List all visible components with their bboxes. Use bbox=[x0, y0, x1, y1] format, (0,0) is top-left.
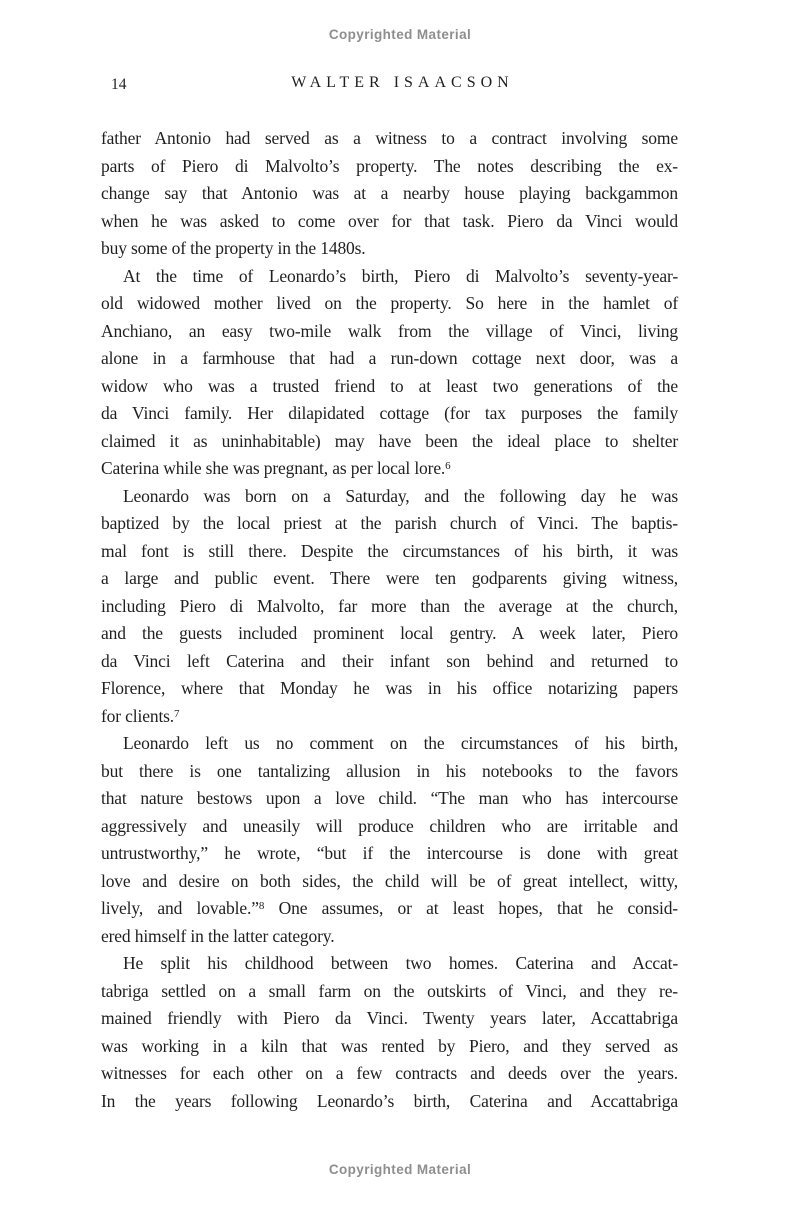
text-line: tabriga settled on a small farm on the outskirts of Vinci, and they re- bbox=[101, 980, 678, 1001]
text-line: Caterina while she was pregnant, as per local lore.$^6$ bbox=[101, 458, 451, 478]
paragraph bbox=[101, 125, 678, 263]
text-line: mained friendly with Piero da Vinci. Twenty years later, Accattabriga bbox=[101, 1008, 678, 1028]
copyright-notice-bottom: Copyrighted Material bbox=[328, 1162, 472, 1177]
text-line: Anchiano, an easy two-mile walk from the village of Vinci, living bbox=[101, 320, 678, 341]
text-line: but there is one tantalizing allusion in his notebooks to the favors bbox=[101, 760, 678, 781]
paragraph bbox=[101, 730, 678, 950]
text-line: da Vinci left Caterina and their infant son behind and returned to bbox=[101, 650, 678, 671]
page-number: 14 bbox=[111, 76, 127, 93]
text-line: Leonardo was born on a Saturday, and the following day he was bbox=[123, 485, 678, 506]
text-line: alone in a farmhouse that had a run-down cottage next door, was a bbox=[101, 348, 678, 368]
text-line: and the guests included prominent local gentry. A week later, Piero bbox=[101, 623, 678, 643]
text-line: buy some of the property in the 1480s. bbox=[101, 238, 366, 258]
copyright-notice-top: Copyrighted Material bbox=[328, 27, 472, 42]
text-line: aggressively and uneasily will produce children who are irritable and bbox=[101, 815, 678, 836]
text-line: was working in a kiln that was rented by Piero, and they served as bbox=[101, 1035, 678, 1056]
text-line: da Vinci family. Her dilapidated cottage (for tax purposes the family bbox=[101, 403, 678, 423]
text-line: witnesses for each other on a few contracts and deeds over the years. bbox=[101, 1063, 678, 1083]
footnote-marker: 6 bbox=[445, 460, 451, 473]
footnote-marker: 8 bbox=[258, 900, 265, 913]
text-line: a large and public event. There were ten godparents giving witness, bbox=[101, 568, 678, 588]
text-line: parts of Piero di Malvolto’s property. The notes describing the ex- bbox=[101, 155, 678, 176]
footnote-marker: 7 bbox=[174, 707, 180, 720]
text-line: for clients.$^7$ bbox=[101, 705, 180, 726]
text-line: father Antonio had served as a witness to a contract involving some bbox=[101, 128, 678, 148]
text-line: love and desire on both sides, the child will be of great intellect, witty, bbox=[101, 870, 678, 891]
text-line: claimed it as uninhabitable) may have been the ideal place to shelter bbox=[101, 430, 678, 451]
text-line: He split his childhood between two homes. Caterina and Accat- bbox=[123, 953, 678, 973]
text-line: change say that Antonio was at a nearby house playing backgammon bbox=[101, 183, 678, 203]
running-header: WALTER ISAACSON bbox=[291, 74, 514, 91]
text-line: baptized by the local priest at the parish church of Vinci. The baptis- bbox=[101, 513, 678, 533]
text-line: including Piero di Malvolto, far more than the average at the church, bbox=[101, 595, 678, 616]
body-text bbox=[101, 125, 678, 1115]
text-line: At the time of Leonardo’s birth, Piero di Malvolto’s seventy-year- bbox=[123, 265, 678, 286]
text-line: Leonardo left us no comment on the circumstances of his birth, bbox=[123, 733, 678, 753]
paragraph bbox=[101, 263, 678, 483]
text-line: that nature bestows upon a love child. “The man who has intercourse bbox=[101, 788, 678, 808]
text-line: widow who was a trusted friend to at least two generations of the bbox=[101, 375, 678, 396]
text-line: mal font is still there. Despite the circumstances of his birth, it was bbox=[101, 540, 678, 561]
text-line: ered himself in the latter category. bbox=[101, 925, 335, 946]
paragraph bbox=[101, 483, 678, 731]
text-line: old widowed mother lived on the property. So here in the hamlet of bbox=[101, 293, 678, 313]
paragraph bbox=[101, 950, 678, 1115]
text-line: Florence, where that Monday he was in his office notarizing papers bbox=[101, 678, 678, 698]
text-line: when he was asked to come over for that task. Piero da Vinci would bbox=[101, 210, 678, 231]
text-line: untrustworthy,” he wrote, “but if the intercourse is done with great bbox=[101, 843, 678, 863]
text-line: lively, and lovable.”$^8$ One assumes, or at least hopes, that he consid- bbox=[101, 898, 678, 918]
text-line: In the years following Leonardo’s birth, Caterina and Accattabriga bbox=[101, 1090, 678, 1111]
